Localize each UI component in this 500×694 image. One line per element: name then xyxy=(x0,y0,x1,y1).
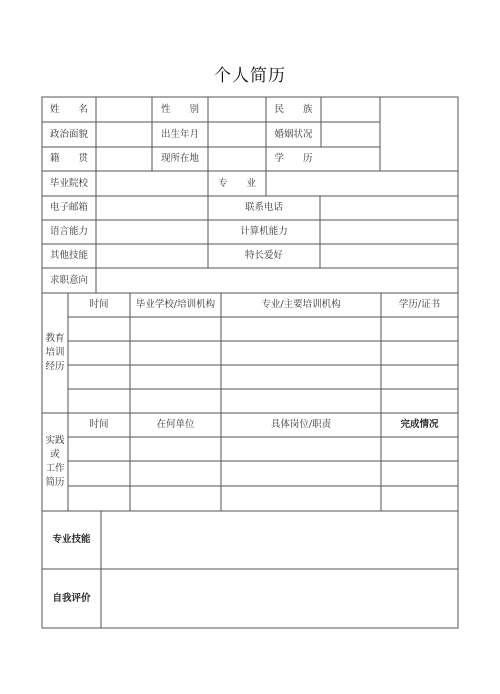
skills-field[interactable] xyxy=(96,244,208,268)
work-header-position: 具体岗位/职责 xyxy=(270,419,332,431)
label-gender: 性 别 xyxy=(160,103,199,115)
label-degree: 学 历 xyxy=(274,153,313,165)
label-email: 电子邮箱 xyxy=(49,202,88,214)
gender-field[interactable] xyxy=(208,97,266,122)
label-school: 毕业院校 xyxy=(49,177,88,189)
email-field[interactable] xyxy=(96,196,208,220)
work-header-completion: 完成情况 xyxy=(400,419,439,431)
phone-field[interactable] xyxy=(320,196,458,220)
ethnicity-field[interactable] xyxy=(321,97,380,122)
education-header-time: 时间 xyxy=(89,299,109,311)
label-language: 语言能力 xyxy=(49,226,88,238)
education-header-certificate: 学历/证书 xyxy=(398,299,441,311)
education-header-major: 专业/主要培训机构 xyxy=(261,299,341,311)
work-row[interactable] xyxy=(68,461,458,486)
work-row[interactable] xyxy=(68,437,458,461)
origin-field[interactable] xyxy=(96,147,152,171)
self-evaluation-label: 自我评价 xyxy=(52,592,91,604)
education-header-school: 毕业学校/培训机构 xyxy=(135,299,216,311)
label-politics: 政治面貌 xyxy=(49,128,88,140)
professional-skills-label: 专业技能 xyxy=(52,534,91,546)
hobby-field[interactable] xyxy=(320,244,458,268)
label-ethnicity: 民 族 xyxy=(274,103,313,115)
label-name: 姓 名 xyxy=(49,103,88,115)
name-field[interactable] xyxy=(96,97,152,122)
marital-field[interactable] xyxy=(321,122,380,147)
professional-skills-field[interactable] xyxy=(101,511,458,569)
label-computer: 计算机能力 xyxy=(240,226,288,238)
label-major: 专 业 xyxy=(217,177,256,189)
label-phone: 联系电话 xyxy=(244,202,283,214)
education-row[interactable] xyxy=(68,365,458,389)
self-evaluation-field[interactable] xyxy=(101,569,458,628)
intention-field[interactable] xyxy=(96,268,458,293)
major-field[interactable] xyxy=(266,171,458,196)
photo-area[interactable] xyxy=(380,97,458,171)
politics-field[interactable] xyxy=(96,122,152,147)
work-section-label xyxy=(42,413,68,511)
education-row[interactable] xyxy=(68,389,458,413)
label-marital: 婚姻状况 xyxy=(274,128,313,140)
computer-field[interactable] xyxy=(320,220,458,244)
education-label-text: 教育 培训 经历 xyxy=(45,333,65,372)
label-intention: 求职意向 xyxy=(49,274,88,286)
work-label-text: 实践 或 工作 简历 xyxy=(45,435,65,488)
residence-field[interactable] xyxy=(208,147,266,171)
label-residence: 现所在地 xyxy=(160,153,199,165)
label-hobby: 特长爱好 xyxy=(244,250,283,262)
label-skills: 其他技能 xyxy=(49,250,88,262)
work-row[interactable] xyxy=(68,486,458,511)
school-field[interactable] xyxy=(96,171,208,196)
birth-field[interactable] xyxy=(208,122,266,147)
page-title: 个人简历 xyxy=(214,66,286,86)
degree-field[interactable] xyxy=(321,147,380,171)
work-header-time: 时间 xyxy=(89,419,109,431)
language-field[interactable] xyxy=(96,220,208,244)
education-row[interactable] xyxy=(68,317,458,341)
education-row[interactable] xyxy=(68,341,458,365)
label-origin: 籍 贯 xyxy=(49,153,88,165)
education-section-label xyxy=(42,293,68,413)
work-header-company: 在何单位 xyxy=(156,419,195,431)
label-birth: 出生年月 xyxy=(160,128,199,140)
